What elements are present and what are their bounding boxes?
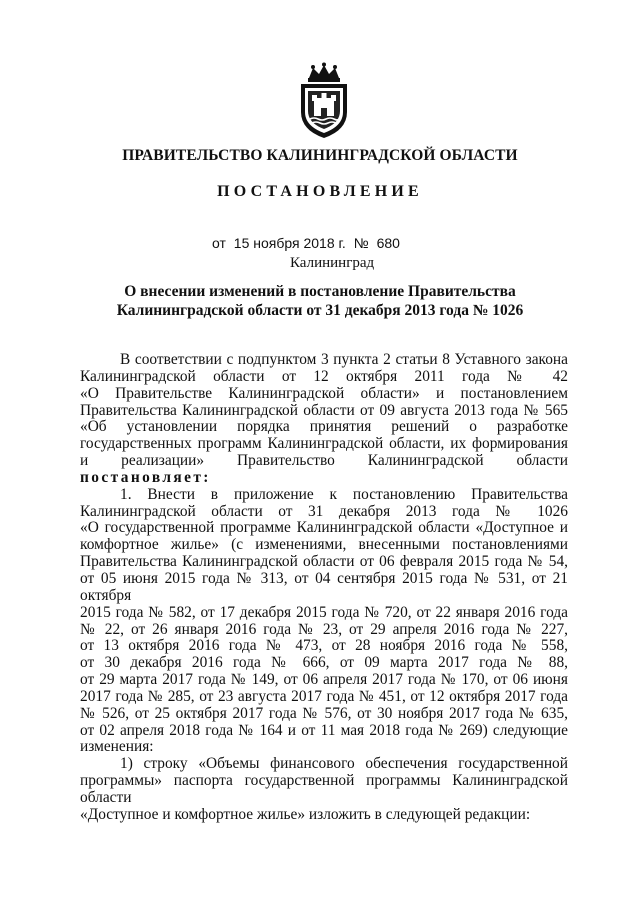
body-line: государственных программ Калининградской области, их формирования (80, 435, 568, 453)
body-line: Правительства Калининградской области от 09 августа 2013 года № 565 (80, 401, 568, 419)
body-line: от 30 декабря 2016 года № 666, от 09 марта 2017 года № 88, (80, 654, 568, 672)
city: Калининград (290, 255, 375, 271)
body-line: Калининградской области от 12 октября 2011 года № 42 (80, 367, 568, 385)
body-line: 1. Внести в приложение к постановлению Правительства (120, 485, 568, 503)
coat-of-arms-icon (293, 62, 355, 140)
body-line: программы» паспорта государственной программы Калининградской области (80, 772, 568, 806)
body-line: «О государственной программе Калининградской области «Доступное и (80, 519, 568, 537)
body-line: 2015 года № 582, от 17 декабря 2015 года № 720, от 22 января 2016 года (80, 603, 568, 621)
body-line: № 22, от 26 января 2016 года № 23, от 29 апреля 2016 года № 227, (80, 620, 568, 638)
date-number-line (212, 235, 404, 251)
number-sign: № (353, 235, 369, 251)
body-line: от 02 апреля 2018 года № 164 и от 11 мая 2018 года № 269) следующие (80, 721, 568, 739)
body-line: «О Правительстве Калининградской области» и постановлением (80, 384, 568, 402)
resolves-word: постановляет: (80, 468, 211, 486)
date-prefix: от (212, 235, 226, 251)
body-line: Правительства Калининградской области от 06 февраля 2015 года № 54, (80, 553, 568, 571)
body-line: изменения: (80, 738, 154, 756)
body-line: и реализации» Правительство Калининградской области (80, 452, 568, 470)
document-title (80, 282, 560, 320)
document-date: 15 ноября 2018 г. (233, 235, 346, 251)
body-line: «Доступное и комфортное жилье» изложить в следующей редакции: (80, 805, 531, 823)
body-line: от 13 октября 2016 года № 473, от 28 ноября 2016 года № 558, (80, 637, 568, 655)
body-line: «Об установлении порядка принятия решений о разработке (80, 418, 568, 436)
body-line: № 526, от 25 октября 2017 года № 576, от 30 ноября 2017 года № 635, (80, 704, 568, 722)
organization-name: ПРАВИТЕЛЬСТВО КАЛИНИНГРАДСКОЙ ОБЛАСТИ (122, 147, 518, 164)
body-line: от 05 июня 2015 года № 313, от 04 сентября 2015 года № 531, от 21 октября (80, 569, 568, 604)
title-line: Калининградской области от 31 декабря 2013 года № 1026 (116, 302, 524, 319)
document-type: ПОСТАНОВЛЕНИЕ (217, 183, 423, 200)
body-line: от 29 марта 2017 года № 149, от 06 апреля 2017 года № 170, от 06 июня (80, 671, 568, 689)
document-body (80, 352, 568, 824)
body-line: В соответствии с подпунктом 3 пункта 2 статьи 8 Уставного закона (120, 351, 568, 368)
body-line: 2017 года № 285, от 23 августа 2017 года № 451, от 12 октября 2017 года (80, 687, 568, 705)
body-line: Калининградской области от 31 декабря 2013 года № 1026 (80, 502, 568, 520)
title-line: О внесении изменений в постановление Правительства (124, 283, 516, 300)
body-line: комфортное жилье» (с изменениями, внесенными постановлениями (80, 536, 568, 554)
document-number: 680 (376, 235, 400, 251)
body-line: 1) строку «Объемы финансового обеспечения государственной (120, 755, 568, 773)
